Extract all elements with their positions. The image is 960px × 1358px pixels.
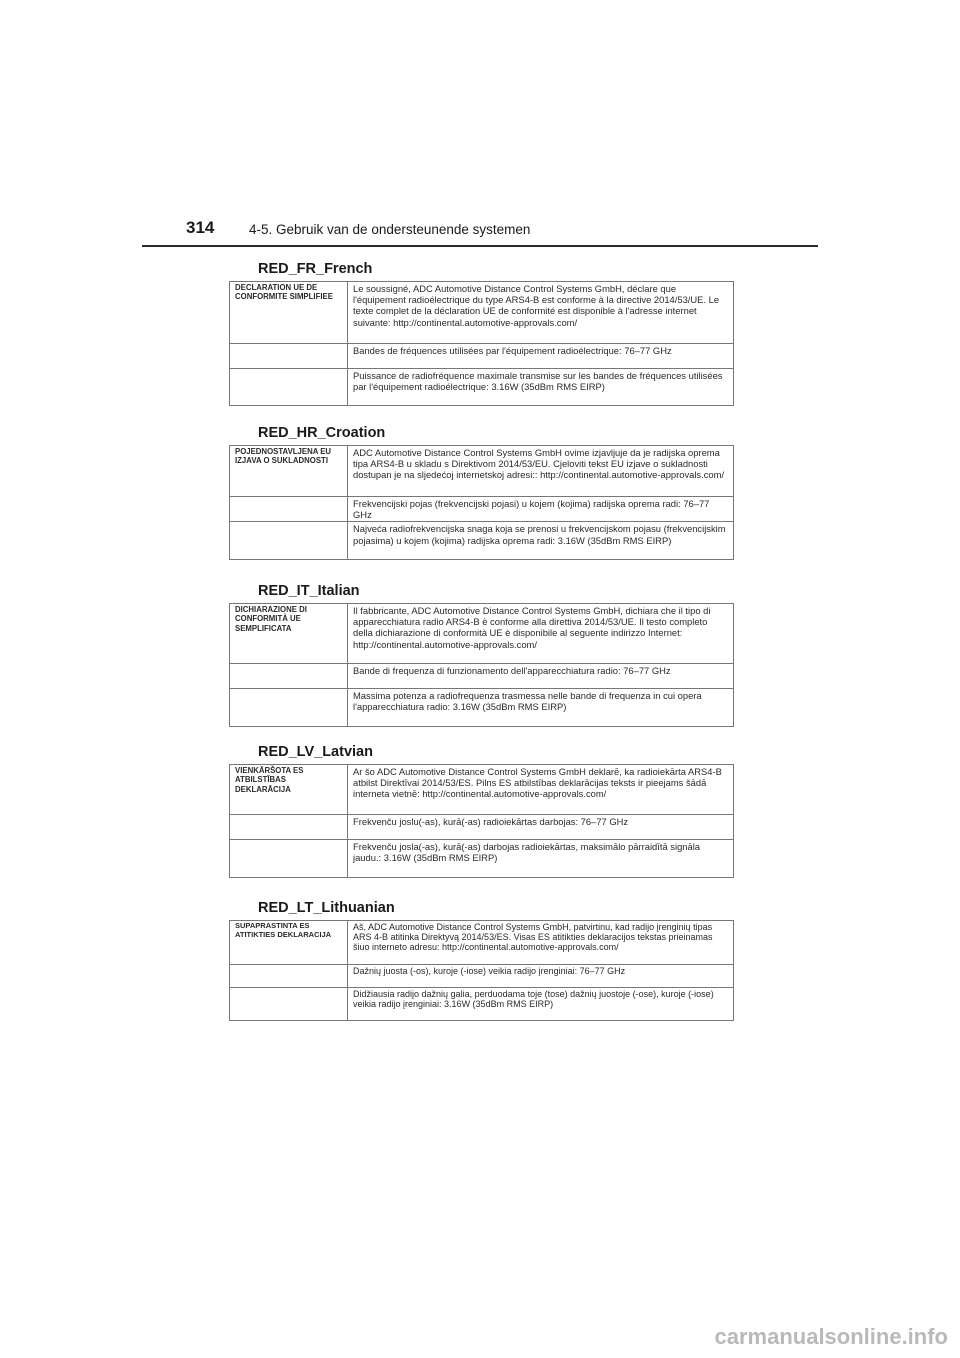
- section-fr: [229, 260, 734, 406]
- section-title: RED_LT_Lithuanian: [258, 900, 395, 916]
- section-title: RED_HR_Croation: [258, 425, 386, 441]
- table-row: [230, 988, 734, 1021]
- table-row: [230, 446, 734, 497]
- table-text-cell: Massima potenza a radiofrequenza trasmessa nelle bande di frequenza in cui opera l'apparecchiatura radio: 3.16W (35dBm RMS EIRP): [348, 689, 734, 727]
- table-text-cell: ADC Automotive Distance Control Systems GmbH ovime izjavljuje da je radijska oprema tipa ARS4-B u skladu s Direktivom 2014/53/EU. Cjeloviti tekst EU izjave o sukladnosti dostupan je na sljedećoj internetskoj adresi:: http://continental.automotive-approvals.com/: [348, 446, 734, 497]
- table-row: [230, 765, 734, 815]
- table-text-cell: Didžiausia radijo dažnių galia, perduodama toje (tose) dažnių juostoje (-ose), kuroje (-iose) veikia radijo įrenginiai: 3.16W (35dBm RMS EIRP): [348, 988, 734, 1021]
- section-it: [229, 582, 734, 727]
- table-label-cell: [230, 664, 348, 689]
- table-text-cell: Puissance de radiofréquence maximale transmise sur les bandes de fréquences utilisées par l'équipement radioélectrique: 3.16W (35dBm RMS EIRP): [348, 369, 734, 406]
- table-row: [230, 369, 734, 406]
- page-number: 314: [186, 218, 215, 237]
- section-lt: [229, 899, 734, 1021]
- table-label-cell: [230, 815, 348, 840]
- table-text-cell: Dažnių juosta (-os), kuroje (-iose) veikia radijo įrenginiai: 76–77 GHz: [348, 965, 734, 988]
- table-text-cell: Bandes de fréquences utilisées par l'équipement radioélectrique: 76–77 GHz: [348, 344, 734, 369]
- table-text-cell: Il fabbricante, ADC Automotive Distance Control Systems GmbH, dichiara che il tipo di apparecchiatura radio ARS4-B è conforme alla direttiva 2014/53/UE. Il testo completo della dichiarazione di conformità UE è disponibile al seguente indirizzo Internet: http://continental.automotive-approvals.com/: [348, 604, 734, 664]
- table-row: [230, 664, 734, 689]
- table-label-cell: VIENKĀRŠOTA ES ATBILSTĪBAS DEKLARĀCIJA: [230, 765, 348, 815]
- section-hr: [229, 424, 734, 560]
- table-label-cell: [230, 369, 348, 406]
- declaration-table: [229, 603, 734, 727]
- declaration-table: [229, 920, 734, 1021]
- declaration-table: [229, 764, 734, 878]
- table-label-cell: DICHIARAZIONE DI CONFORMITÀ UE SEMPLIFICATA: [230, 604, 348, 664]
- table-text-cell: Frekvencijski pojas (frekvencijski pojasi) u kojem (kojima) radijska oprema radi: 76–77 GHz: [348, 497, 734, 522]
- page-header: [0, 0, 960, 260]
- table-row: [230, 840, 734, 878]
- section-title: RED_FR_French: [258, 261, 373, 277]
- watermark: carmanualsonline.info: [714, 1324, 948, 1349]
- table-label-cell: SUPAPRASTINTA ES ATITIKTIES DEKLARACIJA: [230, 921, 348, 965]
- section-title: RED_LV_Latvian: [258, 744, 373, 760]
- table-text-cell: Najveća radiofrekvencijska snaga koja se prenosi u frekvencijskom pojasu (frekvencijskim pojasima) u kojem (kojima) radijska oprema radi: 3.16W (35dBm RMS EIRP): [348, 522, 734, 560]
- table-row: [230, 282, 734, 344]
- table-row: [230, 815, 734, 840]
- table-row: [230, 344, 734, 369]
- section-title: RED_IT_Italian: [258, 583, 360, 599]
- chapter-title: 4-5. Gebruik van de ondersteunende systemen: [249, 222, 531, 237]
- table-label-cell: POJEDNOSTAVLJENA EU IZJAVA O SUKLADNOSTI: [230, 446, 348, 497]
- table-row: [230, 522, 734, 560]
- table-row: [230, 497, 734, 522]
- table-label-cell: [230, 965, 348, 988]
- table-row: [230, 921, 734, 965]
- table-label-cell: [230, 689, 348, 727]
- table-row: [230, 604, 734, 664]
- table-label-cell: [230, 344, 348, 369]
- header-rule: [142, 245, 818, 247]
- table-label-cell: [230, 497, 348, 522]
- table-label-cell: [230, 522, 348, 560]
- table-text-cell: Ar šo ADC Automotive Distance Control Systems GmbH deklarē, ka radioiekārta ARS4-B atbilst Direktīvai 2014/53/ES. Pilns ES atbilstības deklarācijas teksts ir pieejams šādā interneta vietnē: http://continental.automotive-approvals.com/: [348, 765, 734, 815]
- table-text-cell: Frekvenču josla(-as), kurā(-as) darbojas radioiekārtas, maksimālo pārraidītā signāla jaudu.: 3.16W (35dBm RMS EIRP): [348, 840, 734, 878]
- table-text-cell: Bande di frequenza di funzionamento dell'apparecchiatura radio: 76–77 GHz: [348, 664, 734, 689]
- declaration-table: [229, 445, 734, 560]
- table-text-cell: Frekvenču joslu(-as), kurā(-as) radioiekārtas darbojas: 76–77 GHz: [348, 815, 734, 840]
- section-lv: [229, 743, 734, 878]
- table-label-cell: [230, 988, 348, 1021]
- table-label-cell: [230, 840, 348, 878]
- table-row: [230, 965, 734, 988]
- table-label-cell: DECLARATION UE DE CONFORMITE SIMPLIFIEE: [230, 282, 348, 344]
- table-row: [230, 689, 734, 727]
- table-text-cell: Aš, ADC Automotive Distance Control Systems GmbH, patvirtinu, kad radijo įrenginių tipas ARS 4-B atitinka Direktyvą 2014/53/ES. Visas ES atitikties deklaracijos tekstas prieinamas šiuo interneto adresu: http://continental.automotive-approvals.com/: [348, 921, 734, 965]
- table-text-cell: Le soussigné, ADC Automotive Distance Control Systems GmbH, déclare que l'équipement radioélectrique du type ARS4-B est conforme à la directive 2014/53/UE. Le texte complet de la déclaration UE de conformité est disponible à l'adresse internet suivante: http://continental.automotive-approvals.com/: [348, 282, 734, 344]
- declaration-table: [229, 281, 734, 406]
